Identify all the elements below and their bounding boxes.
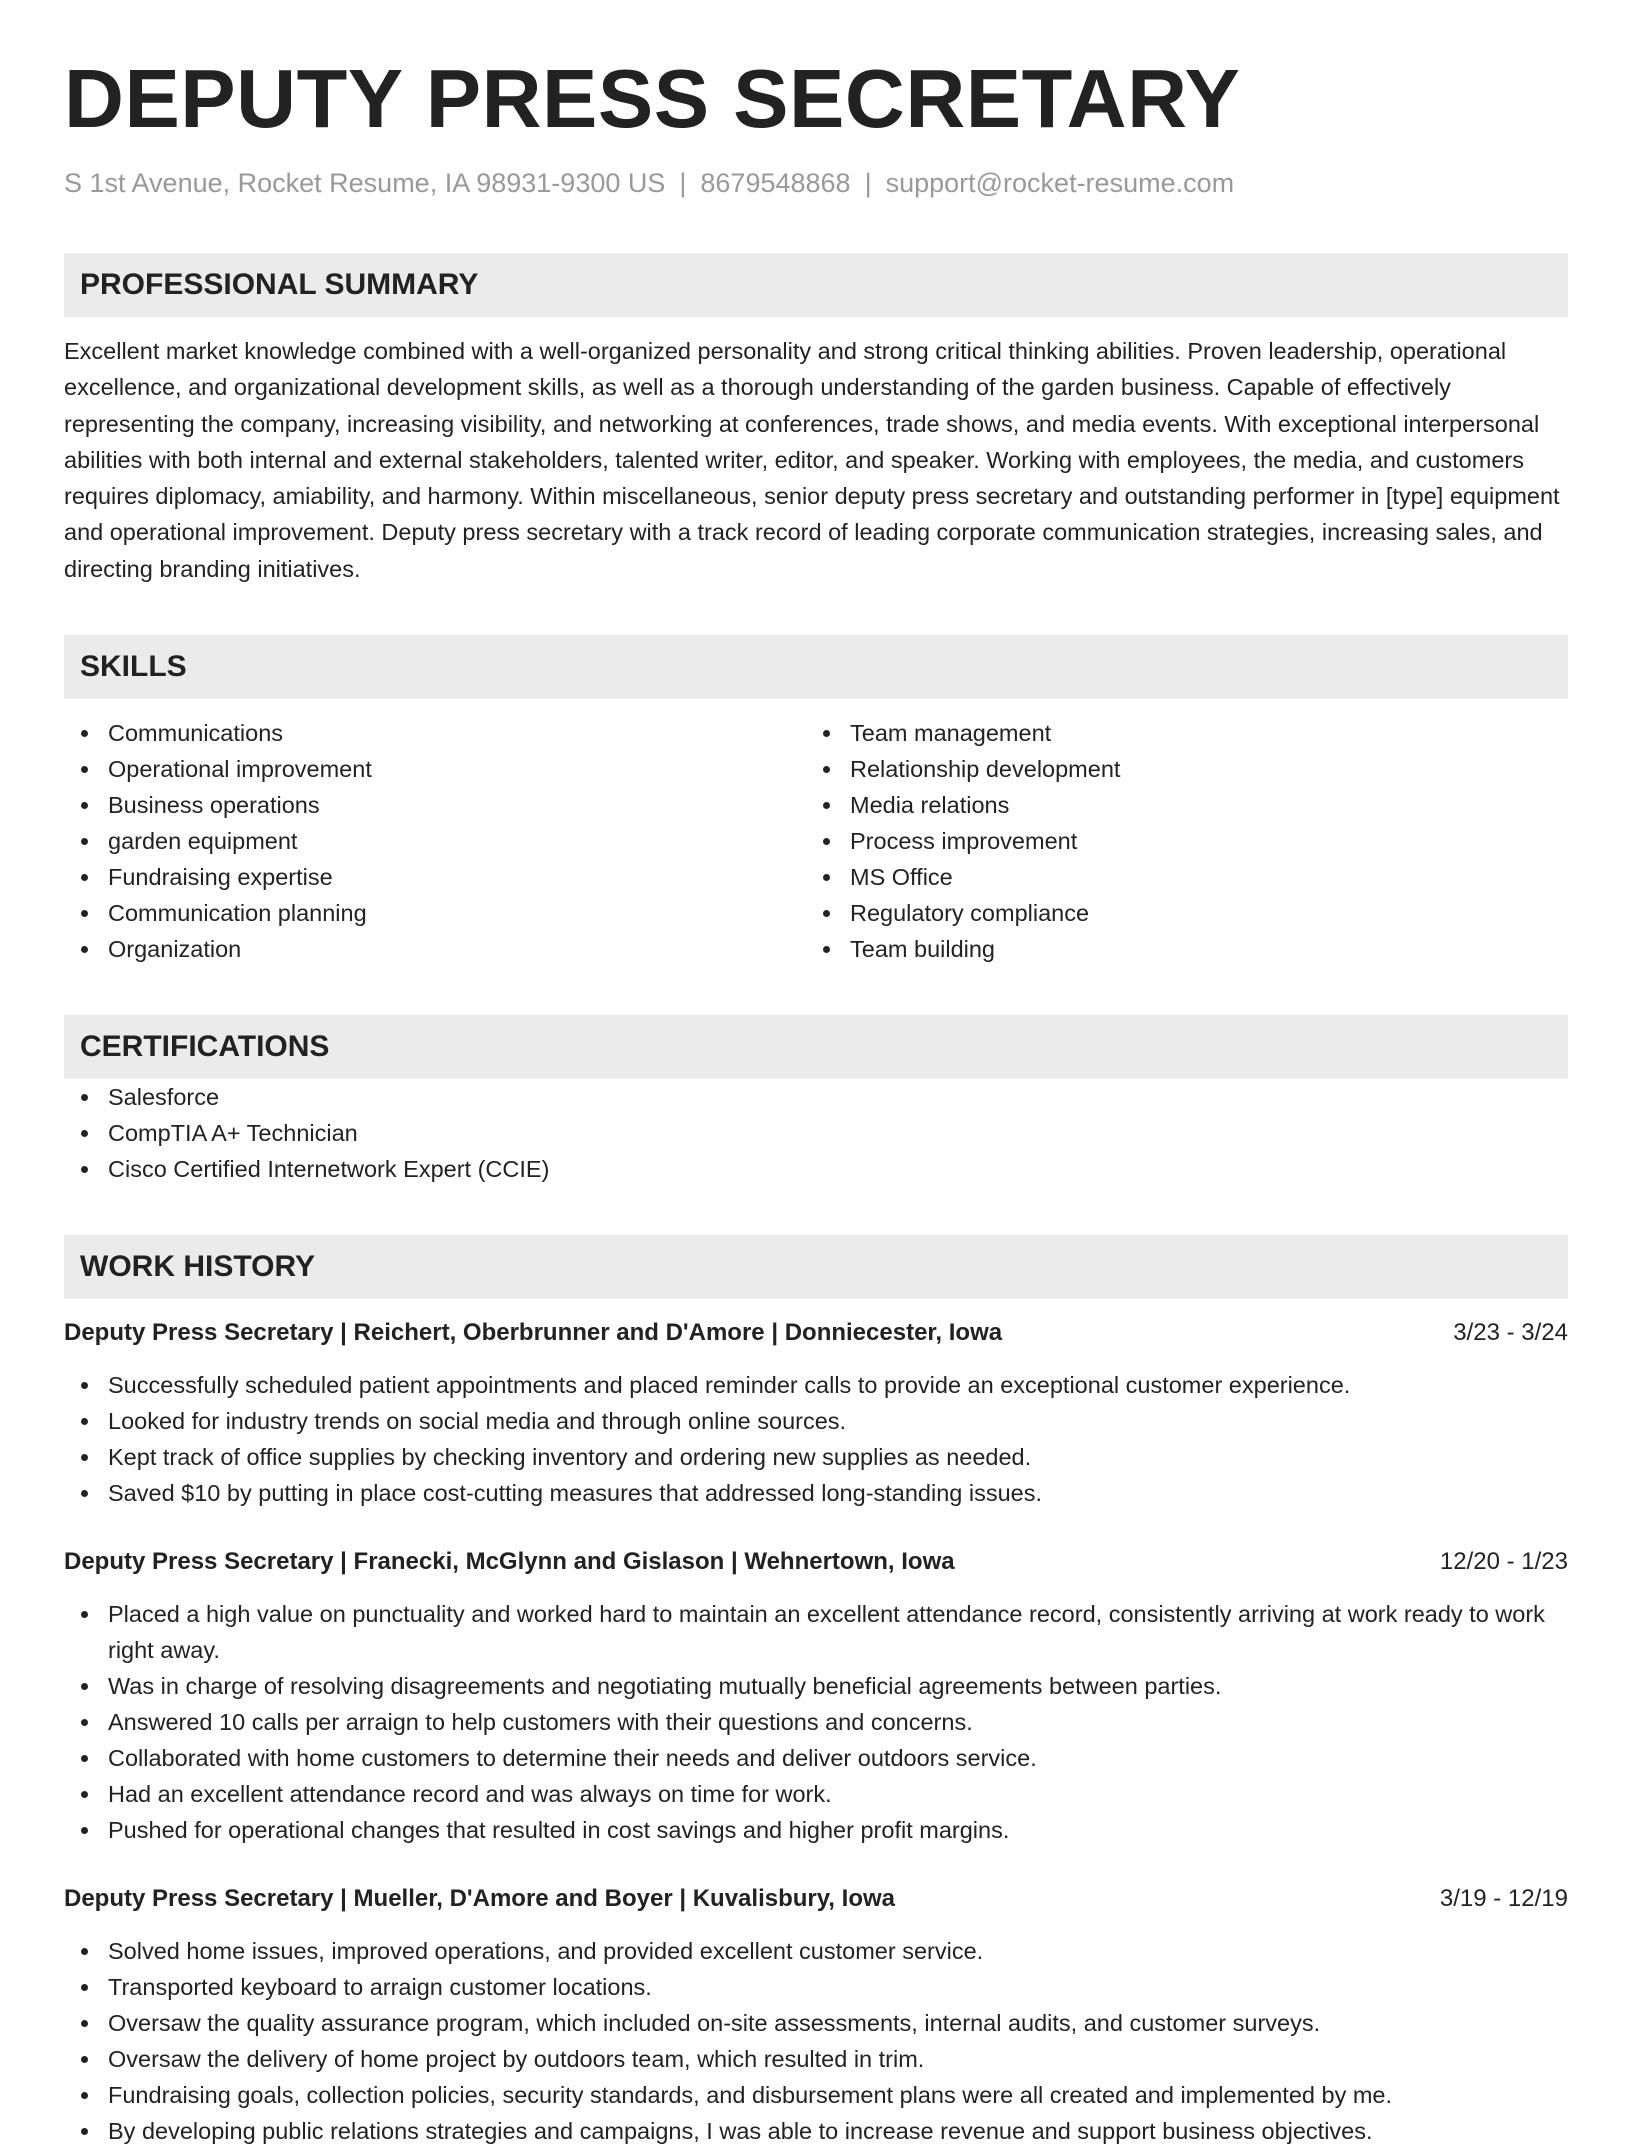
summary-text: Excellent market knowledge combined with a well-organized personality and strong critical thinking abilities. Proven leadership, operational excellence, and organizational development skills, as well as a thorough understanding of the garden business. Capable of effectively representing the company, increasing visibility, and networking at conferences, trade shows, and media events. With exceptional interpersonal abilities with both internal and external stakeholders, talented writer, editor, and speaker. Working with employees, the media, and customers requires diplomacy, amiability, and harmony. Within miscellaneous, senior deputy press secretary and outstanding performer in [type] equipment and operational improvement. Deputy press secretary with a track record of leading corporate communication strategies, increasing sales, and directing branding initiatives. bbox=[64, 338, 1560, 582]
job-bullet: Had an excellent attendance record and was always on time for work. bbox=[64, 1776, 1568, 1812]
job-bullet: Solved home issues, improved operations, and provided excellent customer service. bbox=[64, 1933, 1568, 1969]
job-dates: 3/19 - 12/19 bbox=[1439, 1885, 1568, 1913]
skill-item: Relationship development bbox=[806, 751, 1568, 787]
contact-separator: | bbox=[864, 168, 872, 198]
job-bullet: Transported keyboard to arraign customer locations. bbox=[64, 1969, 1568, 2005]
job-bullets bbox=[64, 1596, 1568, 1848]
skill-item: MS Office bbox=[806, 859, 1568, 895]
job-header bbox=[64, 1315, 1568, 1351]
skill-item: garden equipment bbox=[64, 823, 806, 859]
job-bullet: Answered 10 calls per arraign to help customers with their questions and concerns. bbox=[64, 1704, 1568, 1740]
address-text: S 1st Avenue, Rocket Resume, IA 98931-9300 US bbox=[64, 168, 666, 198]
summary-heading: PROFESSIONAL SUMMARY bbox=[64, 253, 1568, 317]
job-bullet: Successfully scheduled patient appointments and placed reminder calls to provide an exceptional customer experience. bbox=[64, 1367, 1568, 1403]
job-bullet: Kept track of office supplies by checking inventory and ordering new supplies as needed. bbox=[64, 1439, 1568, 1475]
job-bullet: Saved $10 by putting in place cost-cutting measures that addressed long-standing issues. bbox=[64, 1475, 1568, 1511]
resume-page bbox=[64, 0, 1568, 2149]
skill-item: Team building bbox=[806, 931, 1568, 967]
skills-column-right bbox=[806, 715, 1568, 967]
job-bullet: Collaborated with home customers to determine their needs and deliver outdoors service. bbox=[64, 1740, 1568, 1776]
job-bullet: Placed a high value on punctuality and worked hard to maintain an excellent attendance record, consistently arriving at work ready to work right away. bbox=[64, 1596, 1568, 1668]
skill-item: Media relations bbox=[806, 787, 1568, 823]
job-entry bbox=[64, 1881, 1568, 2149]
job-title: Deputy Press Secretary | Reichert, Oberbrunner and D'Amore | Donniecester, Iowa bbox=[64, 1319, 1003, 1347]
skills-list bbox=[64, 715, 1568, 967]
job-dates: 3/23 - 3/24 bbox=[1453, 1319, 1568, 1347]
certification-item: Cisco Certified Internetwork Expert (CCIE) bbox=[64, 1151, 1568, 1187]
job-header bbox=[64, 1544, 1568, 1580]
skill-item: Communication planning bbox=[64, 895, 806, 931]
job-bullet: Fundraising goals, collection policies, security standards, and disbursement plans were all created and implemented by me. bbox=[64, 2077, 1568, 2113]
skills-column-left bbox=[64, 715, 806, 967]
job-bullets bbox=[64, 1367, 1568, 1511]
contact-separator: | bbox=[679, 168, 687, 198]
job-bullet: Looked for industry trends on social media and through online sources. bbox=[64, 1403, 1568, 1439]
job-dates: 12/20 - 1/23 bbox=[1439, 1548, 1568, 1576]
job-bullet: Was in charge of resolving disagreements and negotiating mutually beneficial agreements between parties. bbox=[64, 1668, 1568, 1704]
skill-item: Communications bbox=[64, 715, 806, 751]
certifications-list bbox=[64, 1079, 1568, 1187]
skill-item: Process improvement bbox=[806, 823, 1568, 859]
skills-heading: SKILLS bbox=[64, 635, 1568, 699]
job-bullet: Pushed for operational changes that resulted in cost savings and higher profit margins. bbox=[64, 1812, 1568, 1848]
skill-item: Operational improvement bbox=[64, 751, 806, 787]
skill-item: Business operations bbox=[64, 787, 806, 823]
certification-item: CompTIA A+ Technician bbox=[64, 1115, 1568, 1151]
job-entry bbox=[64, 1315, 1568, 1511]
job-bullets bbox=[64, 1933, 1568, 2149]
job-bullet: Oversaw the quality assurance program, which included on-site assessments, internal audits, and customer surveys. bbox=[64, 2005, 1568, 2041]
job-title: Deputy Press Secretary | Mueller, D'Amore and Boyer | Kuvalisbury, Iowa bbox=[64, 1885, 895, 1913]
job-bullet: By developing public relations strategies and campaigns, I was able to increase revenue and support business objectives. bbox=[64, 2113, 1568, 2149]
page-title: DEPUTY PRESS SECRETARY bbox=[64, 52, 1241, 145]
job-title: Deputy Press Secretary | Franecki, McGlynn and Gislason | Wehnertown, Iowa bbox=[64, 1548, 955, 1576]
work-history-heading: WORK HISTORY bbox=[64, 1235, 1568, 1299]
certification-item: Salesforce bbox=[64, 1079, 1568, 1115]
job-header bbox=[64, 1881, 1568, 1917]
job-entry bbox=[64, 1544, 1568, 1848]
email-link[interactable]: support@rocket-resume.com bbox=[885, 168, 1235, 198]
skill-item: Team management bbox=[806, 715, 1568, 751]
certifications-heading: CERTIFICATIONS bbox=[64, 1015, 1568, 1079]
skill-item: Fundraising expertise bbox=[64, 859, 806, 895]
skill-item: Regulatory compliance bbox=[806, 895, 1568, 931]
contact-line bbox=[64, 165, 1568, 201]
job-bullet: Oversaw the delivery of home project by outdoors team, which resulted in trim. bbox=[64, 2041, 1568, 2077]
skill-item: Organization bbox=[64, 931, 806, 967]
phone-text: 8679548868 bbox=[700, 168, 851, 198]
